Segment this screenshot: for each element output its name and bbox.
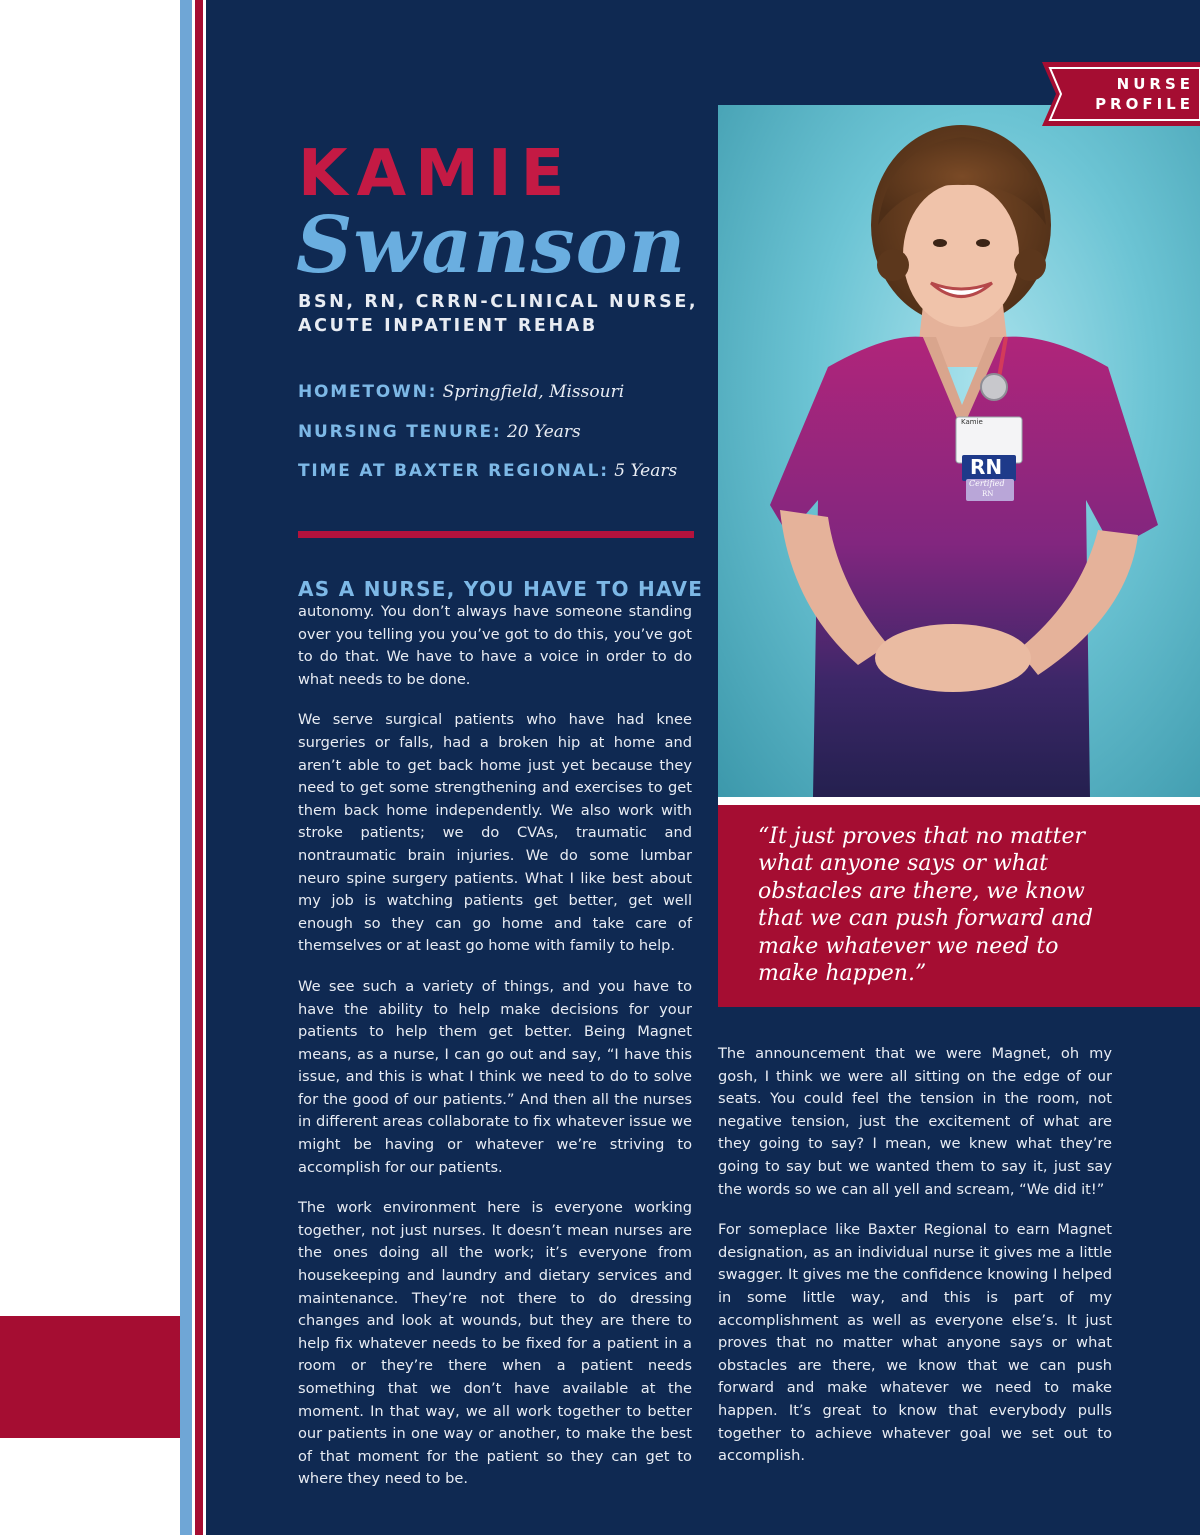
badge-certified-sub: RN xyxy=(982,490,994,498)
credentials-line-2: ACUTE INPATIENT REHAB xyxy=(298,316,598,336)
nurse-profile-tag xyxy=(1042,62,1200,126)
fact-label: HOMETOWN: xyxy=(298,382,438,402)
quote-line: that we can push forward and xyxy=(758,906,1093,932)
badge-cert: RN xyxy=(970,455,1003,479)
pull-quote-box xyxy=(718,797,1200,1007)
quote-line: obstacles are there, we know xyxy=(758,878,1085,904)
last-name: Swanson xyxy=(296,200,687,291)
fact-hometown xyxy=(298,380,677,420)
paragraph: For someplace like Baxter Regional to earn Magnet designation, as an individual nurse it gives me a little swagger. It gives me the confidence knowing I helped in some little way, and this is part of my accomplishment as well as everyone else’s. It just proves that no matter what anyone says or what obstacles are there, we know that we can push forward and make whatever we need to make happen. It’s great to know that everybody pulls together to achieve whatever goal we set out to accomplish. xyxy=(718,1221,1112,1465)
tag-line-1: NURSE xyxy=(1116,75,1194,93)
first-name: KAMIE xyxy=(298,137,574,211)
quote-line: “It just proves that no matter xyxy=(758,824,1086,849)
lead-heading: AS A NURSE, YOU HAVE TO HAVE xyxy=(298,577,704,601)
stripe-red xyxy=(195,0,203,1535)
paragraph: We serve surgical patients who have had knee surgeries or falls, had a broken hip at home and aren’t able to get back home just yet because they need to get some strengthening and exercises to get them back home independently. We also work with stroke patients; we do CVAs, traumatic and nontraumatic brain injuries. We do some lumbar neuro spine surgery patients. What I like best about my job is watching patients get better, get well enough so they can go home and take care of themselves or at least go home with family to help. xyxy=(298,711,692,955)
paragraph: The work environment here is everyone working together, not just nurses. It doesn’t mean nurses are the ones doing all the work; it’s everyone from housekeeping and laundry and dietary services and maintenance. They’re not there to do dressing changes and look at wounds, but they are there to help fix whatever needs to be fixed for a patient in a room or they’re there when a patient needs something that we don’t have available at the moment. In that way, we all work together to better our patients in one way or another, to make the best of that moment for the patient so they can get to where they need to be. xyxy=(298,1199,692,1488)
fact-label: NURSING TENURE: xyxy=(298,421,502,442)
fact-value: 5 Years xyxy=(614,461,678,481)
paragraph: We see such a variety of things, and you have to have the ability to help make decisions for your patients to help them get better. Being Magnet means, as a nurse, I can go out and say, “I have this issue, and this is what I think we need to do to solve for the good of our patients.” And then all the nurses in different areas collaborate to fix whatever issue we might be having or whatever we’re striving to accomplish for our patients. xyxy=(298,977,692,1176)
stripe-blue xyxy=(180,0,192,1535)
left-column xyxy=(298,601,692,1509)
quote-line: make happen.” xyxy=(758,961,927,987)
paragraph: The announcement that we were Magnet, oh my gosh, I think we were all sitting on the edge of our seats. You could feel the tension in the room, not negative tension, just the excitement of what are they going to say? I mean, we knew what they’re going to say but we wanted them to say it, just say the words so we can all yell and scream, “We did it!” xyxy=(718,1045,1112,1198)
badge-certified: Certified xyxy=(969,479,1005,488)
badge-name: Kamie xyxy=(961,418,983,426)
credentials xyxy=(298,290,698,338)
right-column xyxy=(718,1043,1112,1486)
fact-time-at-baxter xyxy=(298,459,677,499)
quote-line: make whatever we need to xyxy=(758,933,1059,959)
nurse-portrait-icon xyxy=(718,105,1200,797)
tag-line-2: PROFILE xyxy=(1095,95,1194,113)
nurse-portrait-photo xyxy=(718,105,1200,797)
credentials-line-1: BSN, RN, CRRN-CLINICAL NURSE, xyxy=(298,292,699,312)
fact-value: Springfield, Missouri xyxy=(442,382,625,402)
profile-facts xyxy=(298,380,677,499)
fact-value: 20 Years xyxy=(506,421,581,442)
left-margin-red-block xyxy=(0,1316,180,1438)
divider-rule xyxy=(298,531,694,538)
paragraph: autonomy. You don’t always have someone standing over you telling you you’ve got to do this, you’ve got to do that. We have to have a voice in order to do what needs to be done. xyxy=(298,603,692,688)
quote-line: what anyone says or what xyxy=(758,851,1048,877)
fact-nursing-tenure xyxy=(298,420,677,460)
fact-label: TIME AT BAXTER REGIONAL: xyxy=(298,461,609,481)
pull-quote xyxy=(758,823,1178,987)
